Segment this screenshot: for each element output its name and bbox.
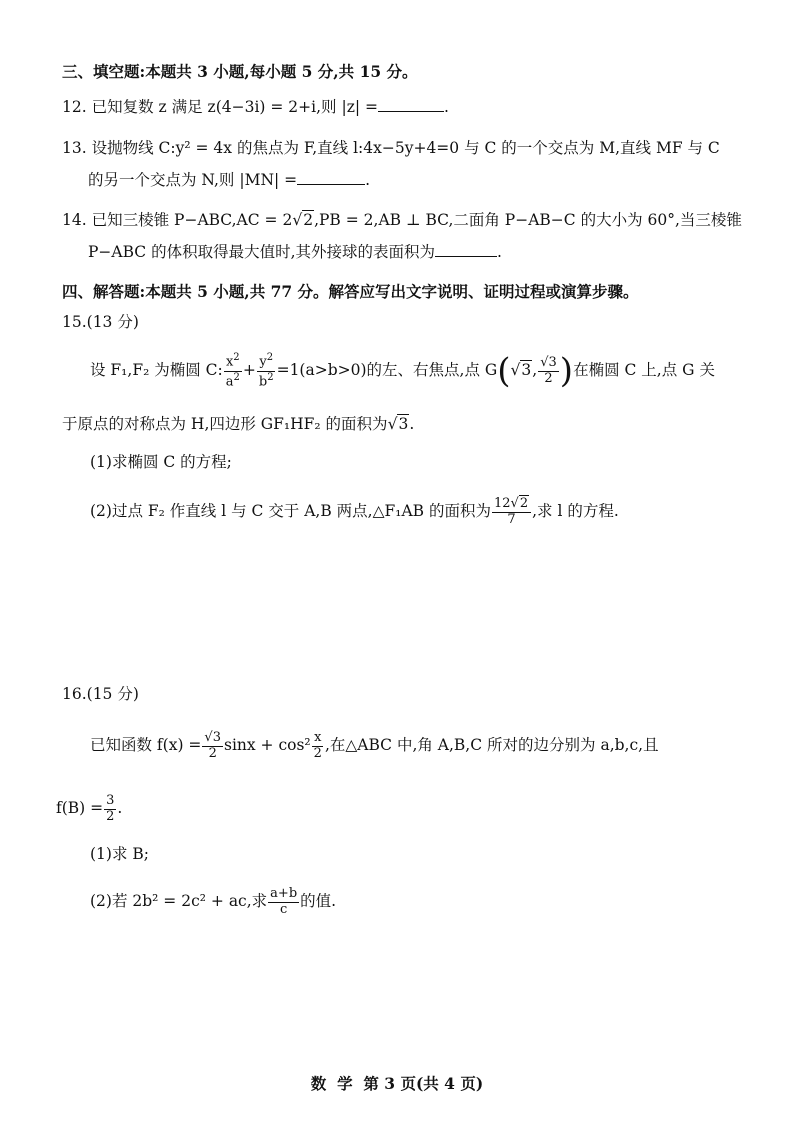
question-15-header: 15.(13 分) <box>62 313 139 331</box>
question-16-line2: f(B) = $\frac{3}{2}$ . <box>56 792 123 824</box>
page-footer: 数 学 第 3 页(共 4 页) <box>310 1074 484 1093</box>
question-15-part2: (2)过点 F₂ 作直线 l 与 C 交于 A,B 两点,△F₁AB 的面积为 $\frac{12√2}{7}$ ,求 l 的方程. <box>90 495 619 527</box>
question-16-line1: 已知函数 f(x) = $\frac{√3}{2}$ sinx + cos² $\frac{x}{2}$ ,在△ABC 中,角 A,B,C 所对的边分别为 a,b,c,且 <box>90 729 659 761</box>
question-16-header: 16.(15 分) <box>62 685 139 703</box>
section4-heading: 四、解答题:本题共 5 小题,共 77 分。解答应写出文字说明、证明过程或演算步骤。 <box>62 282 639 301</box>
answer-blank-14[interactable] <box>435 256 497 257</box>
question-16-part2: (2)若 2b² = 2c² + ac,求 $\frac{a+b}{c}$ 的值. <box>90 885 337 917</box>
answer-blank-12[interactable] <box>378 111 444 112</box>
section3-heading: 三、填空题:本题共 3 小题,每小题 5 分,共 15 分。 <box>62 62 418 81</box>
question-16-part1: (1)求 B; <box>90 845 149 863</box>
question-13-line2: 的另一个交点为 N,则 |MN| = . <box>88 171 371 189</box>
question-14-line2: P−ABC 的体积取得最大值时,其外接球的表面积为 . <box>88 243 502 261</box>
question-13-line1: 13. 设抛物线 C:y² = 4x 的焦点为 F,直线 l:4x−5y+4=0 与 C 的一个交点为 M,直线 MF 与 C <box>62 139 720 157</box>
question-14-line1: 14. 已知三棱锥 P−ABC,AC = 2√2,PB = 2,AB ⊥ BC,二面角 P−AB−C 的大小为 60°,当三棱锥 <box>62 211 742 229</box>
question-15-line2: 于原点的对称点为 H,四边形 GF₁HF₂ 的面积为√3. <box>62 415 415 433</box>
question-15-part1: (1)求椭圆 C 的方程; <box>90 453 232 471</box>
question-12: 12. 已知复数 z 满足 z(4−3i) = 2+i,则 |z| = . <box>62 98 449 116</box>
answer-blank-13[interactable] <box>297 184 365 185</box>
question-15-intro: 设 F₁,F₂ 为椭圆 C: $\frac{x^2}{a^2}$ + $\frac{y^2}{b^2}$ =1(a>b>0)的左、右焦点,点 G(√3, $\frac{√3}{2}$ )在椭圆 C 上,点 G 关 <box>90 351 715 391</box>
